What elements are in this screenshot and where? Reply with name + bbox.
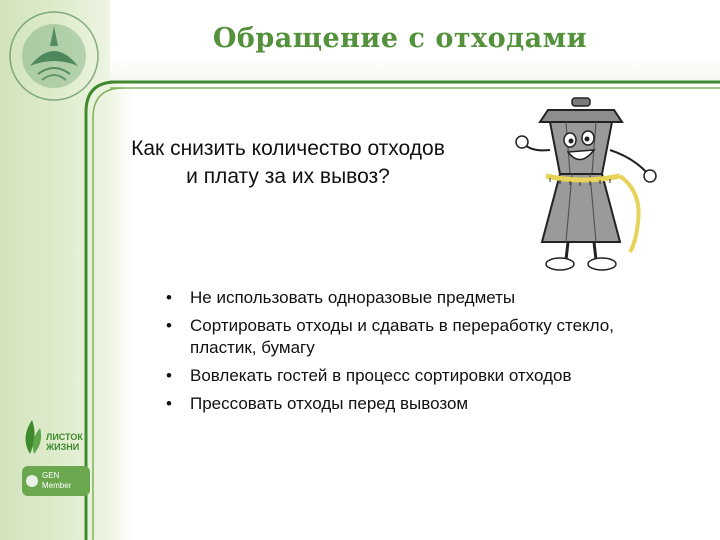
bullet-text: Сортировать отходы и сдавать в переработку стекло, пластик, бумагу (190, 316, 614, 357)
bullet-marker: • (166, 288, 172, 307)
bullet-text: Прессовать отходы перед вывозом (190, 394, 469, 413)
bullet-marker: • (166, 316, 172, 335)
gen-badge-line2: Member (42, 481, 72, 490)
listok-logo-line2: ЖИЗНИ (46, 442, 80, 452)
slide-title: Обращение с отходами (212, 23, 588, 54)
bullet-marker: • (166, 366, 172, 385)
bullet-text: Не использовать одноразовые предметы (190, 288, 516, 307)
eco-emblem-icon (4, 6, 104, 106)
gen-badge-line1: GEN (42, 471, 60, 480)
main-heading: Как снизить количество отходов и плату за их вывоз? (131, 137, 445, 188)
partner-logos (16, 414, 96, 514)
bullet-marker: • (166, 394, 172, 413)
list-item (160, 315, 680, 359)
gen-member-badge-icon (26, 475, 38, 487)
trash-bin-character-icon (510, 92, 680, 280)
listok-logo-line1: ЛИСТОК (46, 432, 83, 442)
bullet-list (160, 287, 680, 421)
list-item (160, 393, 680, 415)
leaf-logo-icon (25, 420, 41, 454)
list-item (160, 365, 680, 387)
list-item (160, 287, 680, 309)
bullet-text: Вовлекать гостей в процесс сортировки отходов (190, 366, 572, 385)
